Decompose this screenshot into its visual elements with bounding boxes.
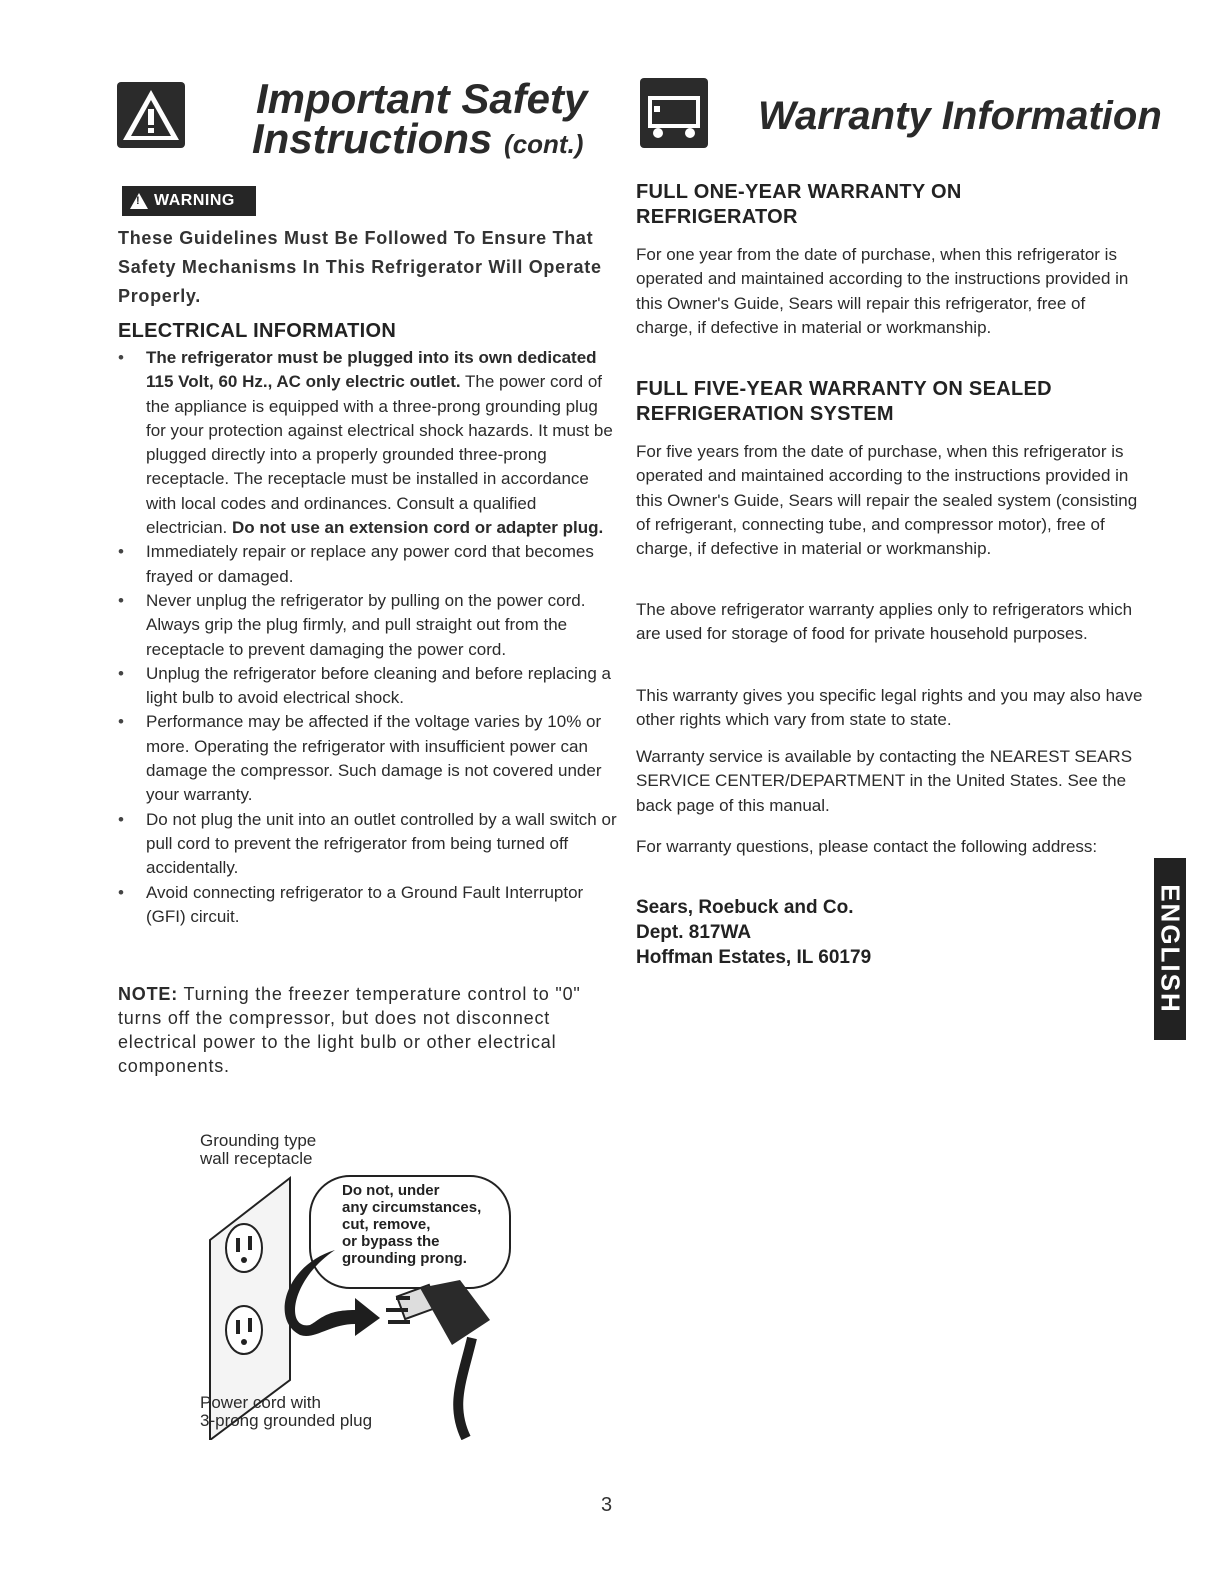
callout-line: Do not, under bbox=[342, 1182, 440, 1199]
title-line-1: Important Safety bbox=[256, 75, 588, 122]
sears-address bbox=[636, 895, 1146, 970]
warranty-title: Warranty Information bbox=[758, 94, 1162, 138]
guidelines-text: These Guidelines Must Be Followed To Ensure That Safety Mechanisms In This Refrigerator Will Operate Properly. bbox=[118, 228, 602, 306]
bullet-bold-text: The refrigerator must be plugged into its own dedicated 115 Volt, 60 Hz., AC only electric outlet. bbox=[146, 348, 597, 392]
callout-text bbox=[342, 1182, 481, 1267]
power-cord-label-line: 3-prong grounded plug bbox=[200, 1411, 373, 1430]
bullet-text: The power cord of the appliance is equipped with a three-prong grounding plug for your protection against electrical shock hazards. It must be plugged directly into a properly grounded three-prong receptacle. The receptacle must be installed in accordance with local codes and ordinances. Consult a qualified electrician. bbox=[146, 372, 613, 538]
page-title-safety bbox=[256, 75, 588, 122]
warning-badge bbox=[122, 186, 256, 216]
list-item: • Performance may be affected if the voltage varies by 10% or more. Operating the refrigerator with insufficient power can damage the compressor. Such damage is not covered under your warranty. bbox=[118, 710, 618, 807]
list-item: • Immediately repair or replace any power cord that becomes frayed or damaged. bbox=[118, 540, 618, 589]
warranty-contact-text: For warranty questions, please contact the following address: bbox=[636, 837, 1098, 856]
list-item bbox=[118, 346, 618, 540]
warranty-one-year-text: For one year from the date of purchase, when this refrigerator is operated and maintained according to the instructions provided in this Owner's Guide, Sears will repair this refrigerator, free of charge, if defective in material or workmanship. bbox=[636, 245, 1129, 337]
note bbox=[118, 982, 618, 1078]
list-item: • Do not plug the unit into an outlet controlled by a wall switch or pull cord to prevent the refrigerator from being turned off accidentally. bbox=[118, 808, 618, 881]
callout-line: any circumstances, bbox=[342, 1199, 482, 1216]
list-item: • Avoid connecting refrigerator to a Ground Fault Interruptor (GFI) circuit. bbox=[118, 881, 618, 930]
warranty-five-year-text: For five years from the date of purchase, when this refrigerator is operated and maintained according to the instructions provided in this Owner's Guide, Sears will repair the sealed system (consisting of refrigerant, connecting tube, and compressor motor), free of charge, if defective in material or workmanship. bbox=[636, 442, 1138, 559]
callout-line: grounding prong. bbox=[342, 1250, 467, 1267]
power-cord-label bbox=[200, 1394, 372, 1430]
language-tab bbox=[1154, 858, 1186, 1040]
page-number: 3 bbox=[600, 1494, 613, 1516]
page-title-instructions bbox=[252, 115, 584, 162]
address-line: Dept. 817WA bbox=[636, 922, 752, 943]
refrigerator-truck-icon bbox=[640, 78, 708, 148]
list-item: • Unplug the refrigerator before cleaning and before replacing a light bulb to avoid electrical shock. bbox=[118, 662, 618, 711]
callout-line: cut, remove, bbox=[342, 1216, 431, 1233]
warranty-five-year-heading: FULL FIVE-YEAR WARRANTY ON SEALED REFRIGERATION SYSTEM bbox=[636, 378, 1052, 425]
callout-line: or bypass the bbox=[342, 1233, 440, 1250]
address-line: Hoffman Estates, IL 60179 bbox=[636, 947, 872, 968]
warranty-scope-text: The above refrigerator warranty applies only to refrigerators which are used for storage of food for private household purposes. bbox=[636, 600, 1133, 644]
electrical-bullet-list bbox=[118, 346, 618, 929]
warranty-rights-text: This warranty gives you specific legal rights and you may also have other rights which vary from state to state. bbox=[636, 686, 1143, 730]
electrical-heading: ELECTRICAL INFORMATION bbox=[118, 320, 397, 342]
warning-triangle-icon bbox=[117, 82, 185, 148]
warning-icon bbox=[130, 193, 148, 209]
language-tab-label: ENGLISH bbox=[1155, 884, 1186, 1014]
warranty-service-text: Warranty service is available by contacting the NEAREST SEARS SERVICE CENTER/DEPARTMENT in the United States. See the back page of this manual. bbox=[636, 747, 1133, 815]
warning-label: WARNING bbox=[154, 192, 235, 209]
bullet-bold-text: Do not use an extension cord or adapter plug. bbox=[232, 518, 604, 538]
address-line: Sears, Roebuck and Co. bbox=[636, 897, 854, 918]
receptacle-label-line: wall receptacle bbox=[200, 1149, 313, 1168]
title-line-2: Instructions bbox=[252, 115, 493, 162]
title-suffix: (cont.) bbox=[504, 129, 584, 159]
note-text: Turning the freezer temperature control to "0" turns off the compressor, but does not disconnect electrical power to the light bulb or other electrical components. bbox=[118, 984, 581, 1076]
receptacle-label-line: Grounding type bbox=[200, 1131, 317, 1150]
list-item: • Never unplug the refrigerator by pulling on the power cord. Always grip the plug firmly, and pull straight out from the receptacle to prevent damaging the power cord. bbox=[118, 589, 618, 662]
receptacle-label bbox=[200, 1132, 316, 1168]
warranty-one-year-heading: FULL ONE-YEAR WARRANTY ON REFRIGERATOR bbox=[636, 181, 962, 228]
power-cord-label-line: Power cord with bbox=[200, 1393, 321, 1412]
note-label: NOTE: bbox=[118, 984, 178, 1004]
